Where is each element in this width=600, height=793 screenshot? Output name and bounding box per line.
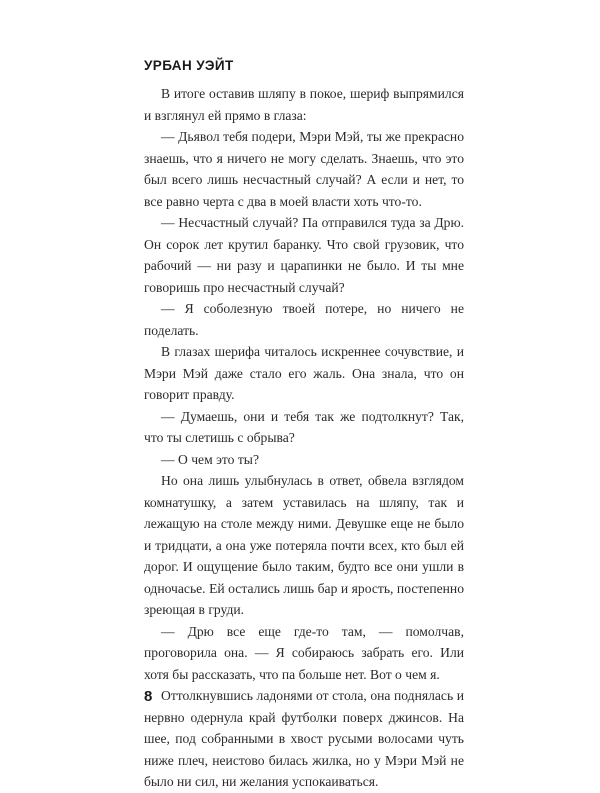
page-number: 8 (144, 688, 153, 705)
paragraph: В итоге оставив шляпу в покое, шериф выпрямился и взглянул ей прямо в глаза: (144, 86, 464, 123)
paragraph: В глазах шерифа читалось искреннее сочувствие, и Мэри Мэй даже стало его жаль. Она знала, что он говорит правду. (144, 344, 464, 402)
paragraph: Оттолкнувшись ладонями от стола, она поднялась и нервно одернула край футболки поверх джинсов. На шее, под собранными в хвост русыми волосами чуть ниже плеч, неистово билась жилка, но у Мэри Мэй не было ни сил, ни желания успокаиваться. (144, 688, 464, 789)
paragraph: — Дрю все еще где-то там, — помолчав, проговорила она. — Я собираюсь забрать его. Или хотя бы рассказать, что па больше нет. Вот о чем я. (144, 623, 464, 682)
body-text (144, 83, 464, 793)
paragraph: — Несчастный случай? Па отправился туда за Дрю. Он сорок лет крутил баранку. Что свой грузовик, что рабочий — ни разу и царапинки не было. И ты мне говоришь про несчастный случай? (144, 215, 464, 295)
paragraph: — Я соболезную твоей потере, но ничего не поделать. (144, 301, 464, 338)
paragraph: — О чем это ты? (161, 451, 259, 467)
running-head-author: УРБАН УЭЙТ (144, 58, 234, 73)
paragraph: Но она лишь улыбнулась в ответ, обвела взглядом комнатушку, а затем уставилась на шляпу, так и лежащую на столе между ними. Девушке еще не было и тридцати, а она уже потеряла почти всех, кто был ей дорог. И ощущение было таким, будто все они ушли в одночасье. Ей остались лишь бар и ярость, постепенно зреющая в груди. (144, 473, 464, 617)
paragraph: — Дьявол тебя подери, Мэри Мэй, ты же прекрасно знаешь, что я ничего не могу сделать. Знаешь, что это был всего лишь несчастный случай? А если и нет, то все равно черта с два в моей власти хоть что-то. (144, 129, 464, 209)
paragraph: — Думаешь, они и тебя так же подтолкнут? Так, что ты слетишь с обрыва? (144, 408, 464, 445)
